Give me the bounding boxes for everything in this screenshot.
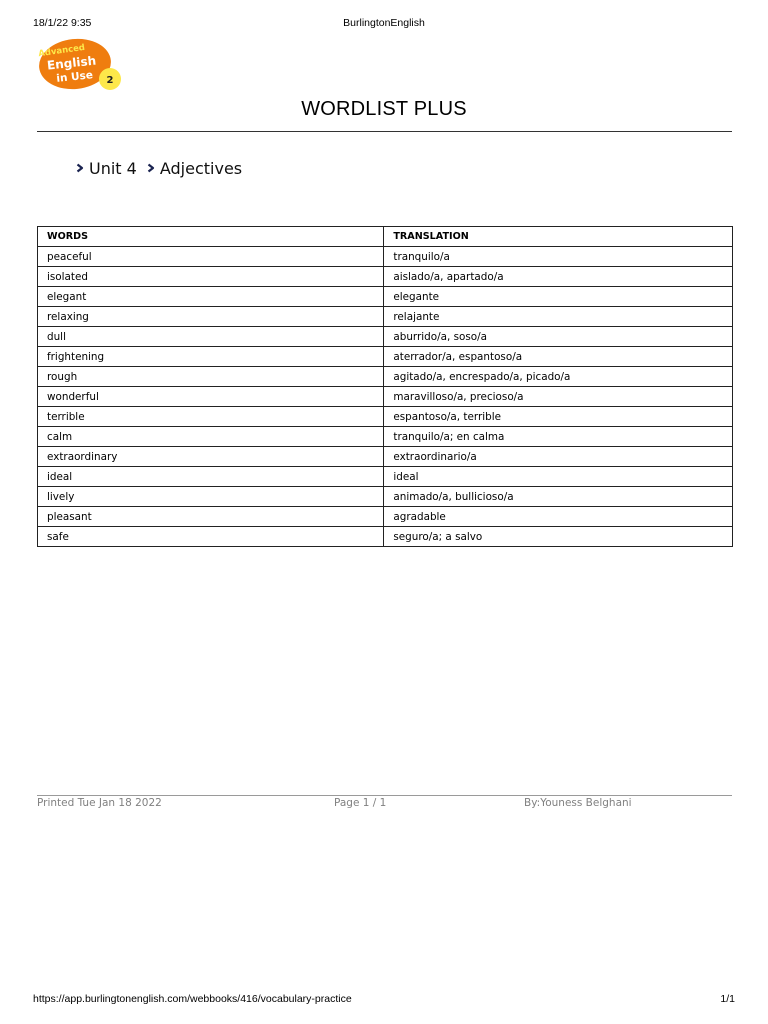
word-cell: terrible [38,407,384,427]
translation-cell: seguro/a; a salvo [384,527,733,547]
table-row [38,247,733,267]
svg-text:2: 2 [106,75,114,86]
translation-cell: tranquilo/a; en calma [384,427,733,447]
print-site-title: BurlingtonEnglish [343,17,425,29]
breadcrumb-item-topic[interactable] [145,159,242,178]
print-page-count: 1/1 [720,993,735,1005]
page-url: https://app.burlingtonenglish.com/webbooks/416/vocabulary-practice [33,993,352,1005]
translation-cell: aislado/a, apartado/a [384,267,733,287]
print-datetime: 18/1/22 9:35 [33,17,92,29]
translation-cell: aterrador/a, espantoso/a [384,347,733,367]
document-footer [37,797,732,811]
word-cell: dull [38,327,384,347]
word-cell: safe [38,527,384,547]
translation-cell: espantoso/a, terrible [384,407,733,427]
breadcrumb [74,157,250,179]
author-name: By:Youness Belghani [524,797,632,809]
translation-cell: elegante [384,287,733,307]
footer-divider [37,795,732,796]
svg-text:English: English [46,53,97,73]
word-cell: frightening [38,347,384,367]
word-cell: extraordinary [38,447,384,467]
table-row [38,487,733,507]
chevron-right-icon [74,162,86,174]
word-cell: ideal [38,467,384,487]
table-header-row [38,227,733,247]
column-header-translation: TRANSLATION [384,227,733,247]
page-title: WORDLIST PLUS [301,98,467,120]
translation-cell: agitado/a, encrespado/a, picado/a [384,367,733,387]
table-row [38,467,733,487]
word-cell: relaxing [38,307,384,327]
word-cell: rough [38,367,384,387]
table-row [38,507,733,527]
table-row [38,427,733,447]
word-cell: wonderful [38,387,384,407]
word-cell: calm [38,427,384,447]
translation-cell: extraordinario/a [384,447,733,467]
print-footer [33,993,735,1007]
table-row [38,367,733,387]
word-cell: peaceful [38,247,384,267]
wordlist-table [37,226,733,547]
translation-cell: relajante [384,307,733,327]
table-row [38,407,733,427]
column-header-words: WORDS [38,227,384,247]
svg-text:in Use: in Use [55,69,94,85]
word-cell: pleasant [38,507,384,527]
print-header [33,17,735,31]
table-row [38,387,733,407]
table-row [38,287,733,307]
table-row [38,267,733,287]
translation-cell: ideal [384,467,733,487]
word-cell: elegant [38,287,384,307]
page-number: Page 1 / 1 [334,797,387,809]
translation-cell: animado/a, bullicioso/a [384,487,733,507]
title-divider [37,131,732,132]
breadcrumb-label: Adjectives [159,158,243,178]
word-cell: isolated [38,267,384,287]
translation-cell: agradable [384,507,733,527]
table-row [38,527,733,547]
breadcrumb-label: Unit 4 [89,158,137,178]
translation-cell: maravilloso/a, precioso/a [384,387,733,407]
table-row [38,327,733,347]
breadcrumb-item-unit[interactable] [74,159,137,178]
translation-cell: aburrido/a, soso/a [384,327,733,347]
translation-cell: tranquilo/a [384,247,733,267]
advanced-english-in-use-logo [38,37,124,93]
svg-text:Advanced: Advanced [38,42,86,60]
printed-date: Printed Tue Jan 18 2022 [37,797,162,809]
table-row [38,307,733,327]
word-cell: lively [38,487,384,507]
table-row [38,347,733,367]
table-row [38,447,733,467]
chevron-right-icon [145,162,157,174]
